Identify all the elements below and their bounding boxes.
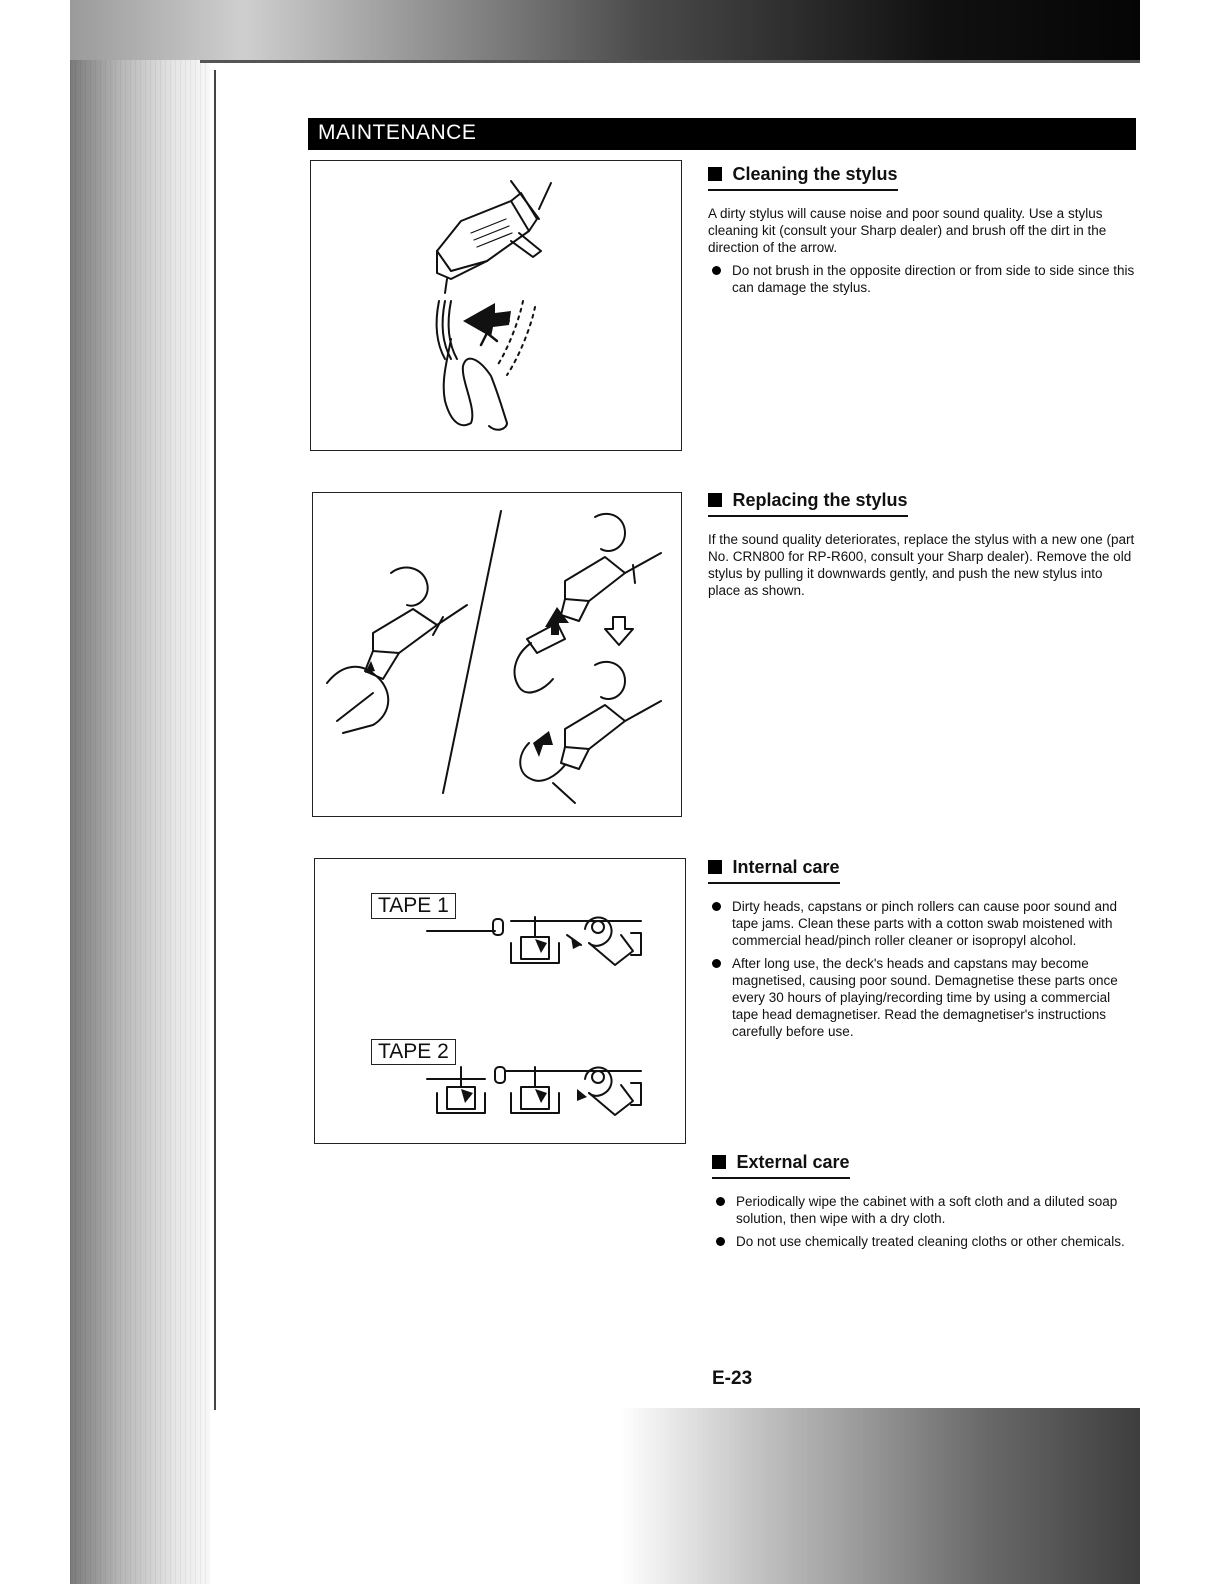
replacing-stylus-illustration: [313, 493, 681, 816]
banner-title: MAINTENANCE: [318, 121, 477, 144]
bullet-list: [708, 898, 1136, 1040]
bullet-icon: [716, 1237, 725, 1246]
scan-shadow-bottom: [620, 1408, 1224, 1584]
list-item: Do not brush in the opposite direction or from side to side since this can damage the stylus.: [708, 262, 1136, 296]
bullet-icon: [712, 902, 721, 911]
page-edge: [200, 60, 1140, 63]
figure-tape-decks: [314, 858, 686, 1144]
bullet-list: [708, 262, 1136, 296]
tape-mechanism-illustration: [315, 859, 685, 1143]
bullet-list: [712, 1193, 1140, 1250]
scan-margin-right: [1140, 0, 1224, 1584]
figure-replacing-stylus: [312, 492, 682, 817]
section-external-care: [712, 1152, 1152, 1256]
list-item: Dirty heads, capstans or pinch rollers can cause poor sound and tape jams. Clean these parts with a cotton swab moistened with commercial head/pinch roller cleaner or isopropyl alcohol.: [708, 898, 1136, 949]
section-heading: [708, 164, 898, 191]
heading-square-icon: [708, 167, 722, 181]
scan-margin-left: [0, 0, 70, 1584]
section-heading: [708, 490, 908, 517]
section-replacing-stylus: [708, 490, 1148, 599]
section-banner: [308, 118, 1136, 150]
section-title: External care: [736, 1152, 850, 1172]
heading-square-icon: [708, 860, 722, 874]
section-heading: [712, 1152, 850, 1179]
section-paragraph: A dirty stylus will cause noise and poor sound quality. Use a stylus cleaning kit (consult your Sharp dealer) and brush off the dirt in the direction of the arrow.: [708, 206, 1107, 255]
heading-square-icon: [708, 493, 722, 507]
section-internal-care: [708, 857, 1148, 1046]
list-item: Periodically wipe the cabinet with a soft cloth and a diluted soap solution, then wipe with a dry cloth.: [712, 1193, 1140, 1227]
binding-edge: [214, 70, 216, 1410]
bullet-icon: [712, 266, 721, 275]
figure-cleaning-stylus: [310, 160, 682, 451]
page-number: E-23: [712, 1368, 753, 1389]
section-title: Replacing the stylus: [732, 490, 908, 510]
tape1-label: TAPE 1: [371, 893, 456, 919]
scan-shadow-top: [70, 0, 1224, 60]
section-title: Internal care: [732, 857, 840, 877]
section-title: Cleaning the stylus: [732, 164, 898, 184]
list-item: After long use, the deck's heads and capstans may become magnetised, causing poor sound. Demagnetise these parts once every 30 hours of playing/recording time by using a commercial tape head demagnetiser. Read the demagnetiser's instructions carefully before use.: [708, 955, 1136, 1040]
bullet-icon: [716, 1197, 725, 1206]
tape2-label: TAPE 2: [371, 1039, 456, 1065]
list-item: Do not use chemically treated cleaning cloths or other chemicals.: [712, 1233, 1140, 1250]
bullet-icon: [712, 959, 721, 968]
heading-square-icon: [712, 1155, 726, 1169]
cleaning-stylus-illustration: [311, 161, 681, 450]
section-heading: [708, 857, 840, 884]
section-paragraph: If the sound quality deteriorates, replace the stylus with a new one (part No. CRN800 for RP-R600, consult your Sharp dealer). Remove the old stylus by pulling it downwards gently, and push the new stylus into place as shown.: [708, 532, 1135, 598]
scan-shadow-left: [70, 0, 210, 1584]
section-cleaning-stylus: [708, 164, 1148, 302]
